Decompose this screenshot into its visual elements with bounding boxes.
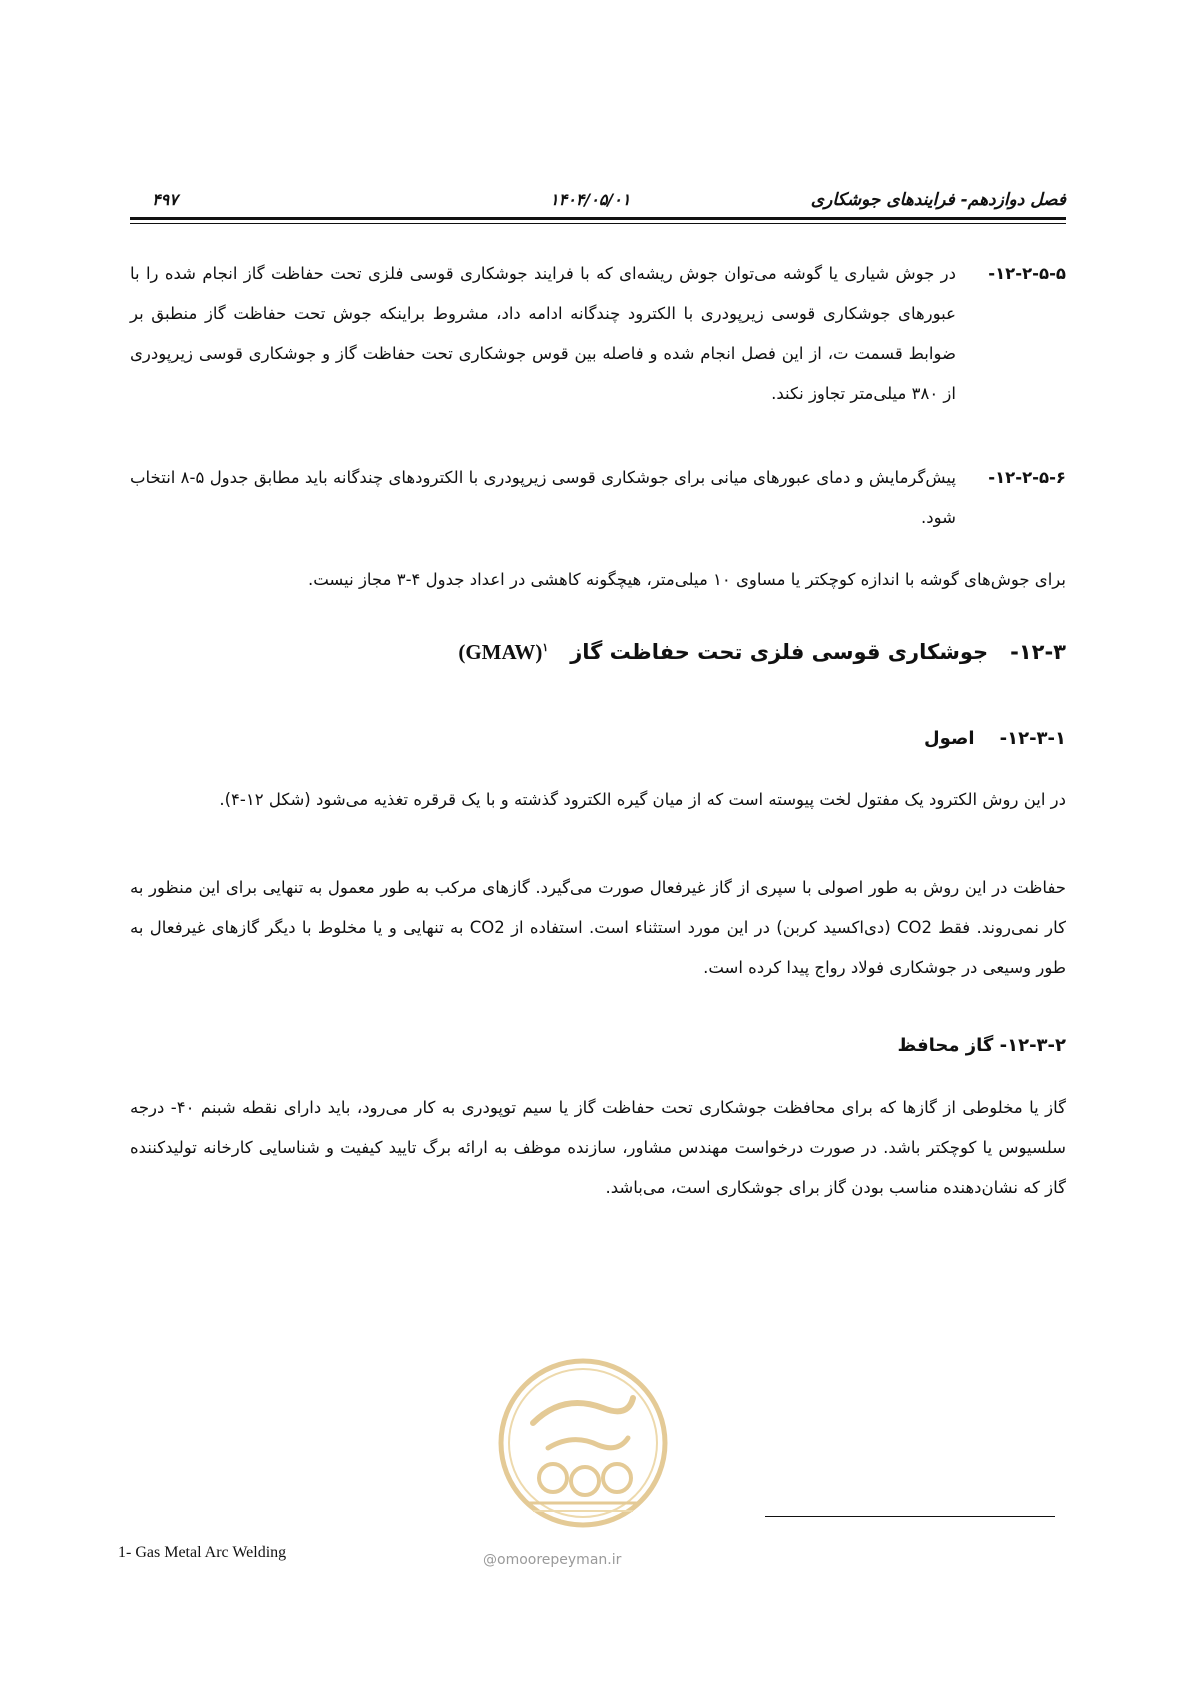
at-icon: @ (483, 1552, 497, 1568)
subsection-heading-12-3-1 (924, 728, 1066, 749)
heading-abbr: (GMAW) (458, 640, 543, 664)
shield-gas-paragraph: گاز یا مخلوطی از گازها که برای محافظت جوشکاری تحت حفاظت گاز یا سیم توپودری به کار می‌رود، باید دارای نقطه شبنم ۴۰- درجه سلسیوس یا کوچکتر باشد. در صورت درخواست مهندس مشاور، سازنده موظف به ارائه برگ تایید کیفیت و شناسایی کارخانه تولیدکننده گاز که نشان‌دهنده مناسب بودن گاز برای جوشکاری است، می‌باشد. (130, 1098, 1067, 1197)
heading-title: جوشکاری قوسی فلزی تحت حفاظت گاز (570, 640, 989, 664)
watermark-logo-icon (493, 1353, 673, 1533)
principles-paragraph-2: حفاظت در این روش به طور اصولی با سپری از گاز غیرفعال صورت می‌گیرد. گازهای مرکب به طور معمول به تنهایی برای این منظور به کار نمی‌روند. فقط CO2 (دی‌اکسید کربن) در این مورد استثناء است. استفاده از CO2 به تنهایی و یا مخلوط با دیگر گازهای غیرفعال به طور وسیعی در جوشکاری فولاد رواج پیدا کرده است. (130, 878, 1066, 977)
note-paragraph: برای جوش‌های گوشه با اندازه کوچکتر یا مساوی ۱۰ میلی‌متر، هیچگونه کاهشی در اعداد جدول ۴-۳ مجاز نیست. (307, 570, 1066, 589)
clause-12-2-5-6 (130, 458, 1066, 538)
clause-number: ۱۲-۲-۵-۵- (988, 264, 1066, 283)
watermark-url: @omoorepeyman.ir (483, 1552, 622, 1568)
footnote-text: 1- Gas Metal Arc Welding (118, 1544, 287, 1561)
header-rule-thick (130, 217, 1066, 220)
heading-number: ۱۲-۳- (1010, 640, 1066, 664)
subsection-heading-12-3-2 (898, 1035, 1066, 1056)
footnote-divider (765, 1516, 1055, 1517)
clause-12-2-5-5 (130, 254, 1066, 414)
clause-number: ۱۲-۲-۵-۶- (988, 468, 1066, 487)
principles-paragraph-1: در این روش الکترود یک مفتول لخت پیوسته است که از میان گیره الکترود گذشته و با یک قرقره تغذیه می‌شود (شکل ۱۲-۴). (219, 790, 1066, 809)
heading-number: ۱۲-۳-۱- (999, 728, 1066, 749)
clause-text: پیش‌گرمایش و دمای عبورهای میانی برای جوشکاری قوسی زیرپودری با الکترودهای چندگانه باید مطابق جدول ۵-۸ انتخاب شود. (130, 468, 956, 527)
footnote-ref[interactable]: ۱ (542, 642, 549, 654)
page-header (130, 190, 1066, 214)
page-number: ۴۹۷ (152, 190, 178, 209)
heading-title: گاز محافظ (897, 1035, 994, 1056)
chapter-title: فصل دوازدهم- فرایندهای جوشکاری (810, 190, 1066, 210)
heading-number: ۱۲-۳-۲- (999, 1035, 1066, 1056)
header-date: ۱۴۰۴/۰۵/۰۱ (550, 190, 631, 209)
clause-text: در جوش شیاری یا گوشه می‌توان جوش ریشه‌ای که با فرایند جوشکاری قوسی فلزی تحت حفاظت گاز انجام شده را با عبورهای جوشکاری قوسی زیرپودری با الکترود چندگانه ادامه داد، مشروط براینکه جوش تحت حفاظت گاز منطبق بر ضوابط قسمت ت، از این فصل انجام شده و فاصله بین قوس جوشکاری تحت حفاظت گاز و جوشکاری قوسی زیرپودری از ۳۸۰ میلی‌متر تجاوز نکند. (130, 264, 956, 403)
heading-title: اصول (924, 728, 975, 749)
header-rule-thin (130, 223, 1066, 224)
section-heading-12-3 (458, 640, 1066, 665)
